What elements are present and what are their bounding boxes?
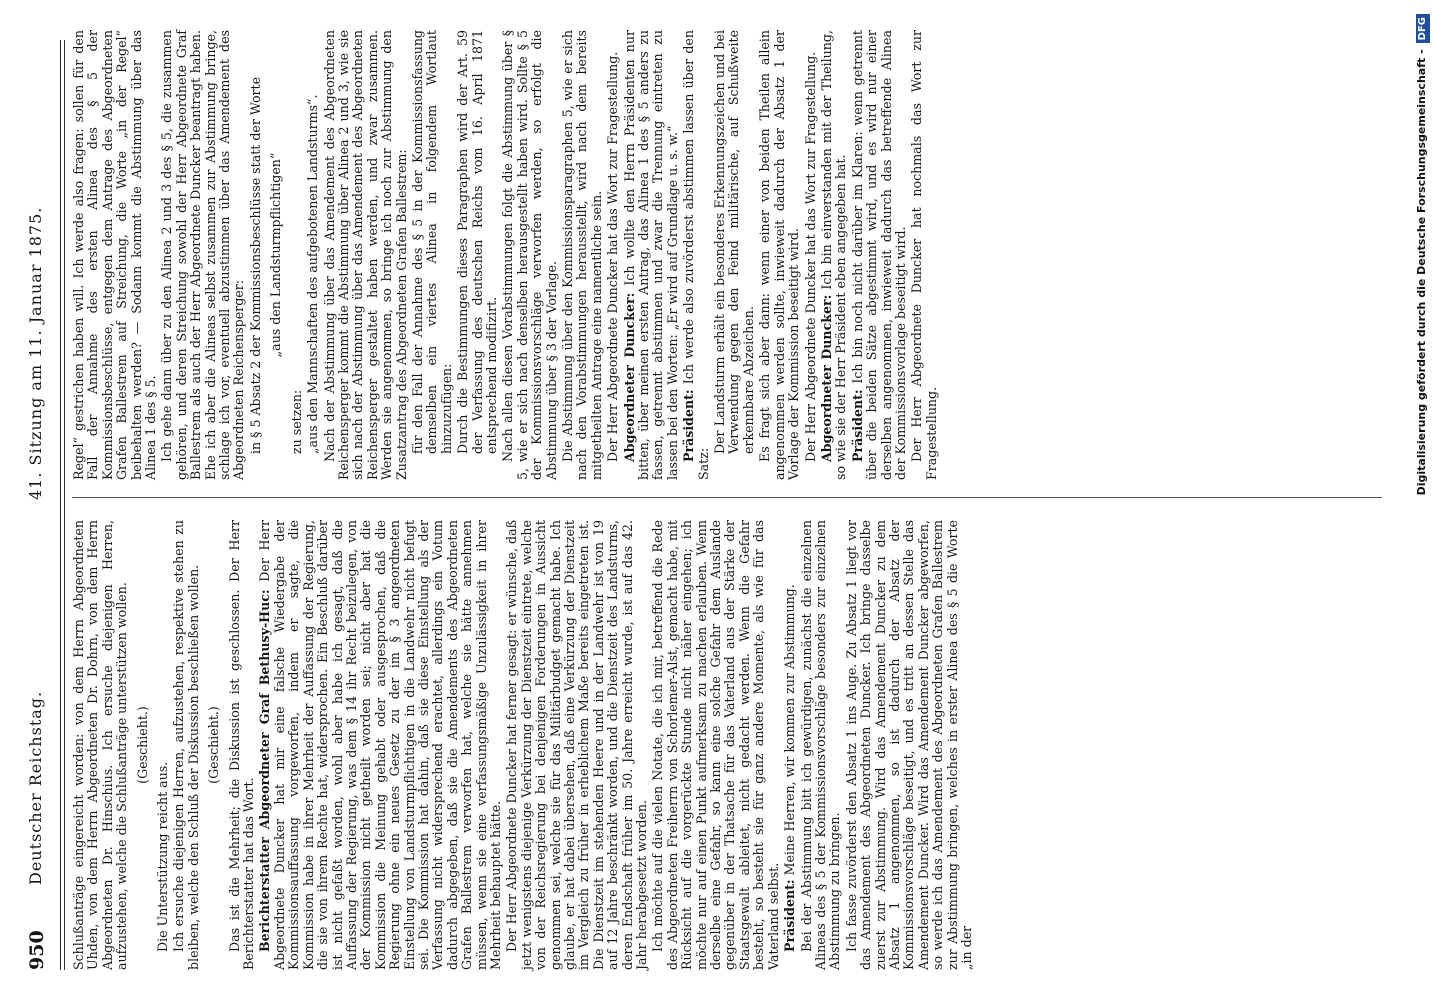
speech — [783, 520, 797, 970]
paragraph: Ich ersuche diejenigen Herren, aufzustehen, respektive stehen zu bleiben, welche den Schluß der Diskussion beschließen wollen. — [171, 520, 201, 970]
paragraph: Der Herr Abgeordnete Duncker hat nochmals das Wort zur Fragestellung. — [909, 30, 939, 480]
paragraph: Das ist die Mehrheit; die Diskussion ist geschlossen. Der Herr Berichterstatter hat das Wort. — [226, 520, 257, 970]
credit-line: Digitalisierung gefördert durch die Deutsche Forschungsgemeinschaft - — [1415, 49, 1428, 496]
speaker-name: Präsident: — [849, 389, 865, 462]
text-column-right — [72, 30, 1392, 480]
paragraph: Der Herr Abgeordnete Duncker hat ferner gesagt: er wünsche, daß jetzt wenigstens diejenige Verkürzung der Dienstzeit eintrete, welche von der Reichsregierung bei denjenigen Forderungen in Aussicht genommen sei, welche sie für das Militärbudget gemacht habe. Ich glaube, er hat dabei übersehen, daß eine Verkürzung der Dienstzeit im Vergleich zu früher in erheblichem Maße bereits eingetreten ist. Die Dienstzeit im stehenden Heere und in der Landwehr ist von 19 auf 12 Jahre beschränkt worden, und die Dienstzeit des Landsturms, deren Endschaft früher im 50. Jahre erreicht wurde, ist auf das 42. Jahr herabgesetzt worden. — [504, 520, 650, 970]
speech-text: Ich bin einverstanden mit der Theilung, so wie sie der Herr Präsident eben angegeben hat. — [818, 30, 849, 480]
paragraph: Ich fasse zuvörderst den Absatz 1 ins Auge. Zu Absatz 1 liegt vor das Amendement des Abgeordneten Duncker. Ich bringe dasselbe zuerst zur Abstimmung. Wird das Amendement Duncker zu dem Absatz 1 angenommen, so ist dadurch der Absatz der Kommissionsvorschläge beseitigt, und es tritt an dessen Stelle das Amendement Duncker. Wird das Amendement Duncker abgeworfen, so werde ich das Amendement des Abgeordneten Grafen Ballestrem zur Abstimmung bringen, welches in erster Alinea des § 5 die Worte „in der — [843, 520, 974, 970]
quoted-text: „aus den Landsturmpflichtigen“ — [268, 152, 284, 358]
speaker-name: Präsident: — [681, 389, 697, 462]
speaker-name: Abgeordneter Duncker: — [818, 294, 834, 462]
session-title: 41. Sitzung am 11. Januar 1875. — [26, 206, 45, 500]
quoted-text: für den Fall der Annahme des § 5 in der Kommissionsfassung demselben ein viertes Alinea in folgendem Wortlaut hinzuzufügen: — [409, 30, 454, 454]
paragraph: Die Abstimmung über den Kommissionsparagraphen 5, wie er sich nach den Vorabstimmungen herausstellt, wird nach dem bereits mitgetheilten Antrage eine namentliche sein. — [560, 30, 604, 480]
speech — [258, 520, 503, 970]
quoted-text: „aus den Mannschaften des aufgebotenen Landsturms“. — [305, 94, 321, 454]
paragraph: Schlußanträge eingereicht worden: von dem Herrn Abgeordneten Uhden, von dem Herrn Abgeordneten Dr. Dohrn, von dem Herrn Abgeordneten Dr. Hinschius. Ich ersuche diejenigen Herren, aufzustehen, welche die Schlußanträge unterstützen wollen. — [71, 520, 130, 970]
funding-credit-text — [1412, 14, 1432, 999]
dfg-logo: DFG — [1416, 14, 1430, 43]
header-rule — [60, 40, 61, 970]
text-column-left — [72, 520, 1392, 970]
speech-text: Meine Herren, wir kommen zur Abstimmung. — [782, 584, 798, 876]
speech-text: Ich bin noch nicht darüber im Klaren: wenn getrennt über die beiden Sätze abgestimmt wird, und es wird nur einer derselben angenommen, inwieweit dadurch das betreffende Alinea der Kommissionsvorlage beseitigt wird. — [849, 30, 908, 480]
paragraph: Es fragt sich aber dann: wenn einer von beiden Theilen allein angenommen werden sollte, inwieweit dadurch der Absatz 1 der Vorlage der Kommission beseitigt wird. — [757, 30, 802, 480]
speaker-name: Abgeordneter Duncker: — [621, 292, 637, 462]
speech — [623, 30, 681, 480]
funding-credit — [1412, 14, 1432, 999]
running-header — [18, 40, 58, 970]
publication-title: Deutscher Reichstag. — [26, 690, 45, 885]
paragraph: Der Herr Abgeordnete Duncker hat das Wort zur Fragestellung. — [605, 51, 621, 462]
speech — [682, 30, 711, 480]
paragraph: Regel“ gestrichen haben will. Ich werde also fragen: sollen für den Fall der Annahme des ersten Alinea des § 5 der Kommissionsbeschlüsse, entgegen dem Antrage des Abgeordneten Grafen Ballestrem auf Streichung, die Worte „in der Regel“ beibehalten werden? — Sodann kommt die Abstimmung über das Alinea 1 des § 5. — [71, 30, 159, 480]
page-number: 950 — [26, 930, 48, 970]
speaker-name: Berichterstatter Abgeordneter Graf Bethusy-Huc: — [257, 589, 273, 952]
speaker-name: Präsident: — [782, 879, 798, 952]
paragraph: Bei der Abstimmung bitt ich gewürdigen, zunächst die einzelnen Alineas des § 5 der Kommissionsvorschläge besonders zur einzelnen Abstimmung zu bringen. — [798, 520, 843, 970]
column-divider — [72, 497, 1382, 498]
paragraph: Nach der Abstimmung über das Amendement des Abgeordneten Reichensperger kommt die Abstimmung über Alinea 2 und 3, wie sie sich nach der Abstimmung über das Amendement des Abgeordneten Reichensperger gestaltet haben werden, und zwar zusammen. Werden sie angenommen, so bringe ich noch zur Abstimmung den Zusatzantrag des Abgeordneten Grafen Ballestrem: — [321, 30, 409, 480]
quoted-text: Der Landsturm erhält ein besonderes Erkennungszeichen und bei Verwendung gegen den Feind militärische, auf Schußweite erkennbare Abzeichen. — [712, 30, 756, 454]
paragraph: Die Unterstützung reicht aus. — [155, 761, 171, 952]
speech — [820, 30, 849, 480]
paragraph: Der Herr Abgeordnete Duncker hat das Wort zur Fragestellung. — [802, 51, 818, 462]
speech-text: Ich wollte den Herrn Präsidenten nur bitten, über meinen ersten Antrag, das Alinea 1 des § 5 anders zu fassen, getrennt abstimmen und zwar die Trennung eintreten zu lassen bei den Worten: „Er wird auf Grundlage u. s. w.“ — [621, 30, 680, 480]
speech-text: Der Herr Abgeordnete Duncker hat mir eine falsche Wiedergabe der Kommissionsauffassung vorgeworfen, indem er sagte, die Kommission habe in ihrer Mehrheit der Auffassung der Regierung, die sie von ihrem Rechte hat, widersprochen. Ein Beschluß darüber ist nicht gefaßt worden, wohl aber habe ich gesagt, daß die Auffassung der Regierung, was dem § 14 ihr Recht beizulegen, von der Kommission nicht getheilt worden sei; nicht aber hat die Kommission die Meinung gehabt oder ausgesprochen, daß die Regierung ohne ein neues Gesetz zu der im § 3 angeordneten Einstellung von Landsturmpflichtigen in die Landwehr nicht befugt sei. Die Kommission hat dahin, daß sie diese Einstellung als der Verfassung nicht widersprechend erachtet, allerdings ein Votum dadurch abgegeben, daß sie die Amendements des Abgeordneten Grafen Ballestrem verworfen hat, welche sie hätte annehmen müssen, wenn sie eine verfassungsmäßige Unzulässigkeit in ihrer Mehrheit behauptet hätte. — [257, 520, 503, 970]
stage-direction: (Geschieht.) — [134, 706, 150, 784]
paragraph: Ich möchte auf die vielen Notate, die ich mir, betreffend die Rede des Abgeordneten Freiherrn von Schorlemer-Alst, gemacht habe, mit Rücksicht auf die vorgerückte Stunde nicht näher eingehen; ich möchte nur auf einen Punkt aufmerksam zu machen erlauben. Wenn derselbe eine Gefahr, so kann eine solche Gefahr dem Auslande gegenüber in der Thatsache für das Vaterland aus der Stärke der Staatsgewalt ableitet, nicht gedacht werden. Wenn die Gefahr besteht, so besteht sie für ganz andere Momente, als wie für das Vaterland selbst. — [650, 520, 781, 970]
quoted-text: Durch die Bestimmungen dieses Paragraphen wird der Art. 59 der Verfassung des deutschen Reichs vom 16. April 1871 entsprechend modifizirt. — [455, 30, 499, 454]
stage-direction: (Geschieht.) — [206, 706, 222, 784]
quoted-text: zu setzen: — [288, 389, 304, 454]
paragraph: Nach allen diesen Vorabstimmungen folgt die Abstimmung über § 5, wie er sich nach denselben herausgestellt haben wird. Sollte § 5 der Kommissionsvorschläge verworfen werden, so erfolgt die Abstimmung über § 3 der Vorlage. — [500, 30, 559, 480]
speech-text: Ich werde also zuvörderst abstimmen lassen über den Satz: — [681, 30, 711, 480]
quoted-text: in § 5 Absatz 2 der Kommissionsbeschlüsse statt der Worte — [247, 76, 263, 454]
speech — [851, 30, 909, 480]
header-rule-thin — [64, 40, 65, 970]
paragraph: Ich gehe dann über zu den Alinea 2 und 3 des § 5, die zusammen gehören, und deren Streichung sowohl der Herr Abgeordnete Graf Ballestrem als auch der Herr Abgeordnete Duncker beantragt haben. Ehe ich aber die Alineas selbst zusammen zur Abstimmung bringe, schlage ich vor, eventuell abzustimmen über das Amendement des Abgeordneten Reichensperger: — [159, 30, 247, 480]
